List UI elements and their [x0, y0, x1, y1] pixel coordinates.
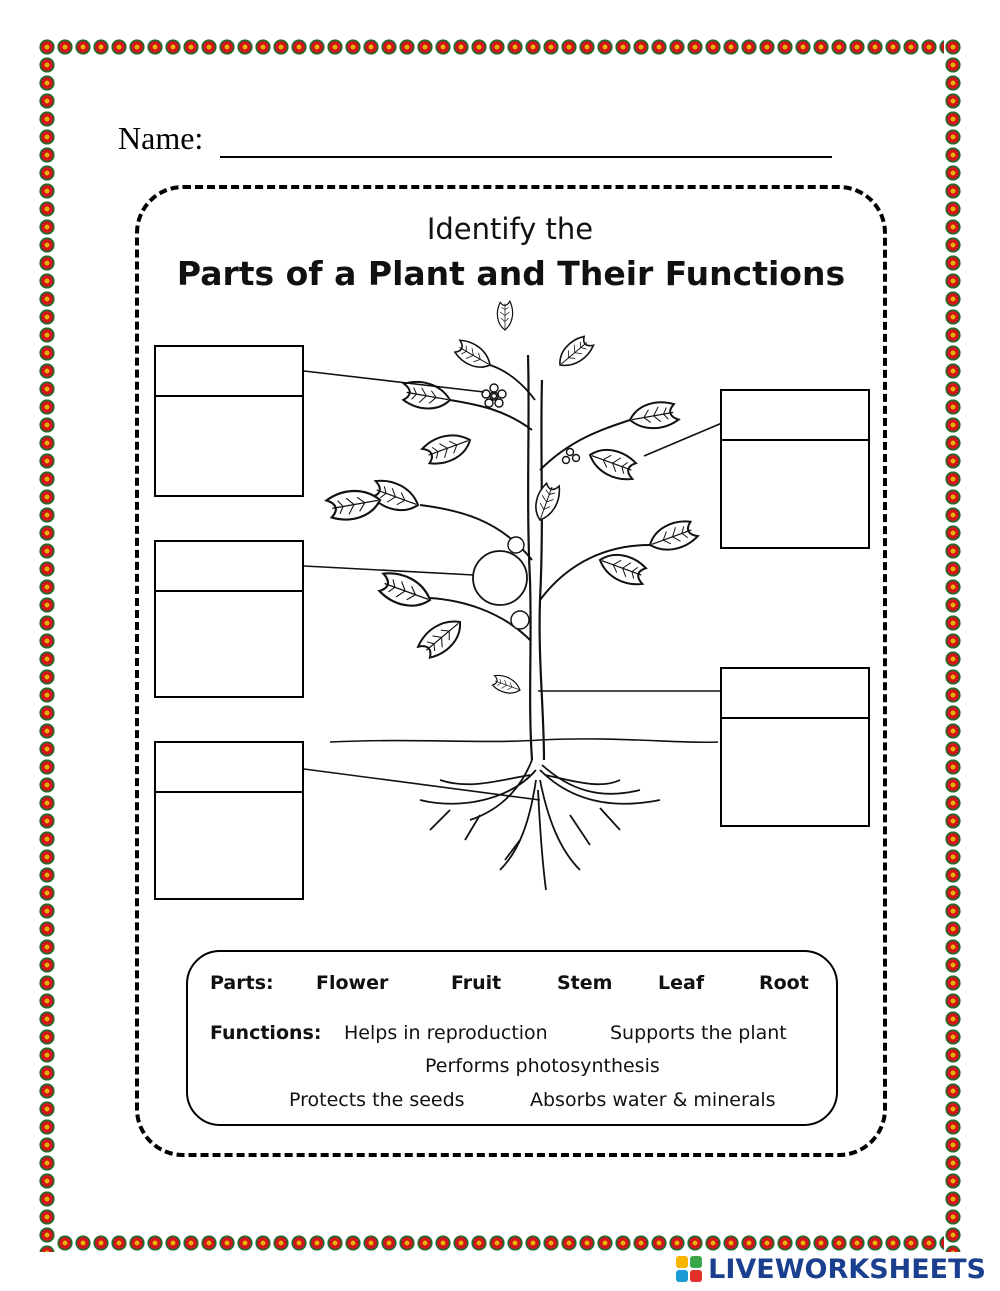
parts-label: Parts:	[210, 972, 274, 994]
fruit	[473, 551, 527, 605]
part-name-slot[interactable]	[156, 347, 302, 397]
part-name-slot[interactable]	[156, 743, 302, 793]
function-slot[interactable]	[156, 592, 302, 696]
roots	[420, 760, 660, 890]
liveworksheets-logo-icon	[676, 1256, 702, 1282]
part-option: Fruit	[451, 972, 502, 994]
part-name-slot[interactable]	[156, 542, 302, 592]
worksheet-title: Parts of a Plant and Their Functions	[176, 254, 846, 293]
function-slot[interactable]	[722, 719, 868, 825]
function-option: Helps in reproduction	[344, 1022, 548, 1044]
functions-label: Functions:	[210, 1022, 322, 1044]
ground-line	[330, 739, 718, 742]
liveworksheets-watermark	[676, 1251, 986, 1287]
function-slot[interactable]	[722, 441, 868, 547]
name-label: Name:	[118, 120, 204, 156]
part-option: Leaf	[658, 972, 705, 994]
watermark-text: LIVEWORKSHEETS	[708, 1253, 986, 1285]
function-slot[interactable]	[156, 793, 302, 898]
label-box-flower	[154, 345, 304, 497]
part-option: Stem	[557, 972, 613, 994]
function-option: Supports the plant	[610, 1022, 787, 1044]
worksheet-subtitle: Identify the	[426, 212, 594, 246]
part-option: Root	[759, 972, 809, 994]
label-box-stem	[720, 667, 870, 827]
label-box-leaf	[720, 389, 870, 549]
label-box-root	[154, 741, 304, 900]
part-option: Flower	[316, 972, 389, 994]
label-box-fruit	[154, 540, 304, 698]
part-name-slot[interactable]	[722, 669, 868, 719]
function-option: Absorbs water & minerals	[530, 1089, 776, 1111]
function-slot[interactable]	[156, 397, 302, 495]
function-option: Performs photosynthesis	[425, 1055, 660, 1077]
function-option: Protects the seeds	[289, 1089, 465, 1111]
part-name-slot[interactable]	[722, 391, 868, 441]
